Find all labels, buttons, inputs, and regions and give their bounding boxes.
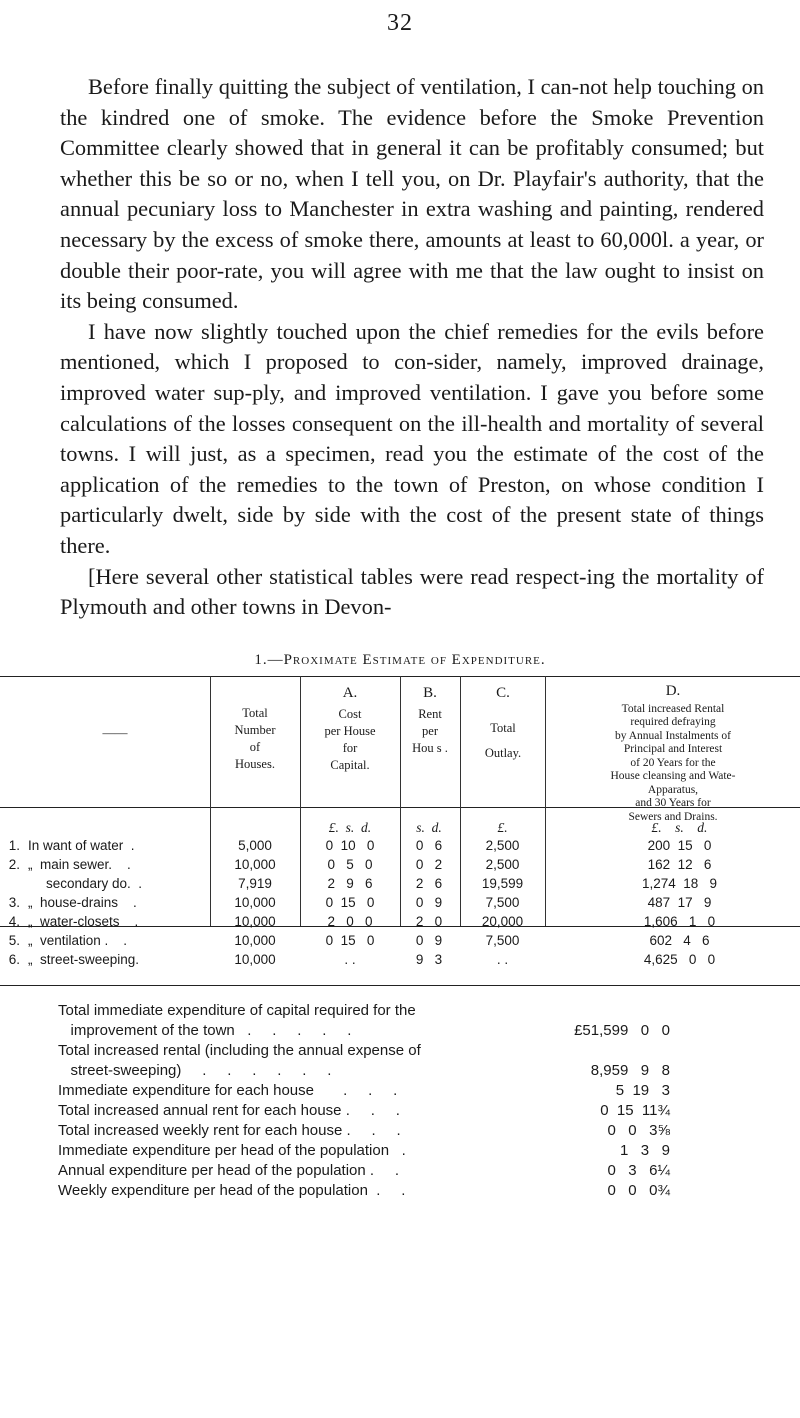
- table-row: 5. „ ventilation . . 10,000 0 15 0 0 9 7,500 602 4 6: [8, 933, 710, 948]
- table-row: 4. „ water-closets . 10,000 2 0 0 2 0 20,000 1,606 1 0: [8, 914, 716, 929]
- summary-line: Total increased weekly rent for each house . . . 0 0 3⅝: [58, 1122, 670, 1139]
- units-c: £.: [497, 820, 508, 835]
- header-b: B. Rent per Hou s .: [412, 685, 448, 755]
- header-d: D. Total increased Rental required defraying by Annual Instalments of Principal and Interest of 20 Years for the House cleansing and Wate- Apparatus, and 30 Years for Sewers and Drains.: [610, 683, 736, 823]
- summary-line: Total immediate expenditure of capital required for the: [58, 1002, 416, 1019]
- paragraph: [Here several other statistical tables were read respect-ing the mortality of Plymouth and other towns in Devon-: [60, 563, 764, 620]
- table-row: secondary do. . 7,919 2 9 6 2 6 19,599 1,274 18 9: [46, 876, 718, 891]
- header-houses: Total Number of Houses.: [234, 706, 276, 771]
- summary-line: Weekly expenditure per head of the population . . 0 0 0¾: [58, 1182, 670, 1199]
- table-caption: 1.—Proximate Estimate of Expenditure.: [254, 652, 546, 668]
- page-number: 32: [387, 10, 413, 36]
- table-end-rule: [0, 985, 800, 986]
- table-row: 1. In want of water . 5,000 0 10 0 0 6 2,500 200 15 0: [8, 838, 712, 853]
- header-blank: ——: [102, 726, 128, 740]
- body-text: [60, 72, 764, 623]
- units-d: £. s. d.: [651, 820, 708, 835]
- paragraph: I have now slightly touched upon the chief remedies for the evils before mentioned, which I proposed to con-sider, namely, improved drainage, improved water sup-ply, and improved ventilation. I gave you before some calculations of the losses consequent on the ill-health and mortality of several towns. I will just, as a specimen, read you the estimate of the cost of the application of the remedies to the town of Preston, on whose condition I particularly dwelt, side by side with the cost of the present state of things there.: [60, 318, 764, 558]
- summary-line: Total increased rental (including the annual expense of: [58, 1042, 421, 1059]
- summary-line: Annual expenditure per head of the population . . 0 3 6¼: [58, 1162, 670, 1179]
- units-a: £. s. d.: [328, 820, 372, 835]
- summary-line: Immediate expenditure per head of the population . 1 3 9: [58, 1142, 670, 1159]
- summary-line: Total increased annual rent for each house . . . 0 15 11¾: [58, 1102, 670, 1119]
- table-row: 3. „ house-drains . 10,000 0 15 0 0 9 7,500 487 17 9: [8, 895, 712, 910]
- summary-line: street-sweeping) . . . . . . 8,959 9 8: [58, 1062, 670, 1079]
- summary-line: improvement of the town . . . . . £51,599 0 0: [58, 1022, 670, 1039]
- table-row: 2. „ main sewer. . 10,000 0 5 0 0 2 2,500 162 12 6: [8, 857, 712, 872]
- header-a: A. Cost per House for Capital.: [324, 685, 376, 772]
- table-row: 6. „ street-sweeping. 10,000 . . 9 3 . . 4,625 0 0: [8, 952, 716, 967]
- summary-line: Immediate expenditure for each house . . . 5 19 3: [58, 1082, 670, 1099]
- header-c: C. Total Outlay.: [484, 685, 522, 760]
- paragraph: Before finally quitting the subject of ventilation, I can-not help touching on the kindred one of smoke. The evidence before the Smoke Prevention Committee clearly showed that in general it can be profitably consumed; but whether this be so or no, when I tell you, on Dr. Playfair's authority, that the annual pecuniary loss to Manchester in extra washing and painting, rendered necessary by the excess of smoke there, amounts at least to 60,000l. a year, or double their poor-rate, you will agree with me that the law ought to insist on its being consumed.: [60, 74, 764, 314]
- units-b: s. d.: [416, 820, 442, 835]
